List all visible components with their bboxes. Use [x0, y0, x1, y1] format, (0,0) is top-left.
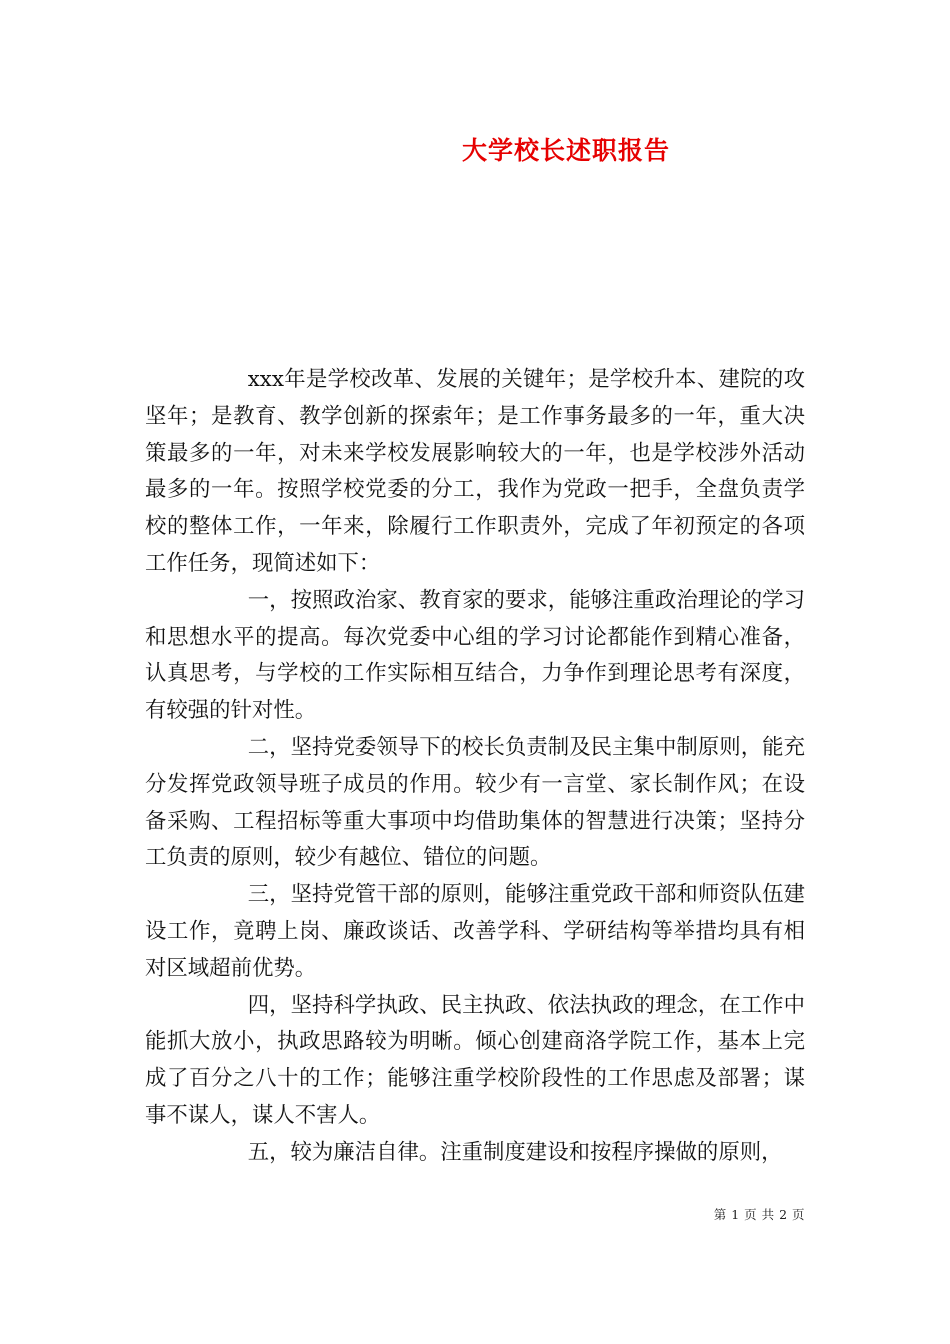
document-body [145, 362, 805, 1172]
paragraph-intro: xxx年是学校改革、发展的关键年；是学校升本、建院的攻坚年；是教育、教学创新的探索年；是工作事务最多的一年，重大决策最多的一年，对未来学校发展影响较大的一年，也是学校涉外活动最多的一年。按照学校党委的分工，我作为党政一把手，全盘负责学校的整体工作，一年来，除履行工作职责外，完成了年初预定的各项工作任务，现简述如下： [145, 367, 805, 576]
paragraph-point-3: 三，坚持党管干部的原则，能够注重党政干部和师资队伍建设工作，竟聘上岗、廉政谈话、改善学科、学研结构等举措均具有相对区域超前优势。 [145, 882, 805, 981]
paragraph-point-2: 二，坚持党委领导下的校长负责制及民主集中制原则，能充分发挥党政领导班子成员的作用。较少有一言堂、家长制作风；在设备采购、工程招标等重大事项中均借助集体的智慧进行决策；坚持分工负责的原则，较少有越位、错位的问题。 [145, 734, 805, 871]
page-number-footer: 第 1 页 共 2 页 [713, 1207, 805, 1222]
paragraph-point-4: 四，坚持科学执政、民主执政、依法执政的理念，在工作中能抓大放小，执政思路较为明晰。倾心创建商洛学院工作，基本上完成了百分之八十的工作；能够注重学校阶段性的工作思虑及部署；谋事不谋人，谋人不害人。 [145, 992, 805, 1128]
paragraph-point-5: 五，较为廉洁自律。注重制度建设和按程序操做的原则， [247, 1139, 783, 1165]
document-title: 大学校长述职报告 [461, 136, 670, 165]
paragraph-point-1: 一，按照政治家、教育家的要求，能够注重政治理论的学习和思想水平的提高。每次党委中心组的学习讨论都能作到精心准备，认真思考，与学校的工作实际相互结合，力争作到理论思考有深度，有较强的针对性。 [145, 587, 805, 724]
